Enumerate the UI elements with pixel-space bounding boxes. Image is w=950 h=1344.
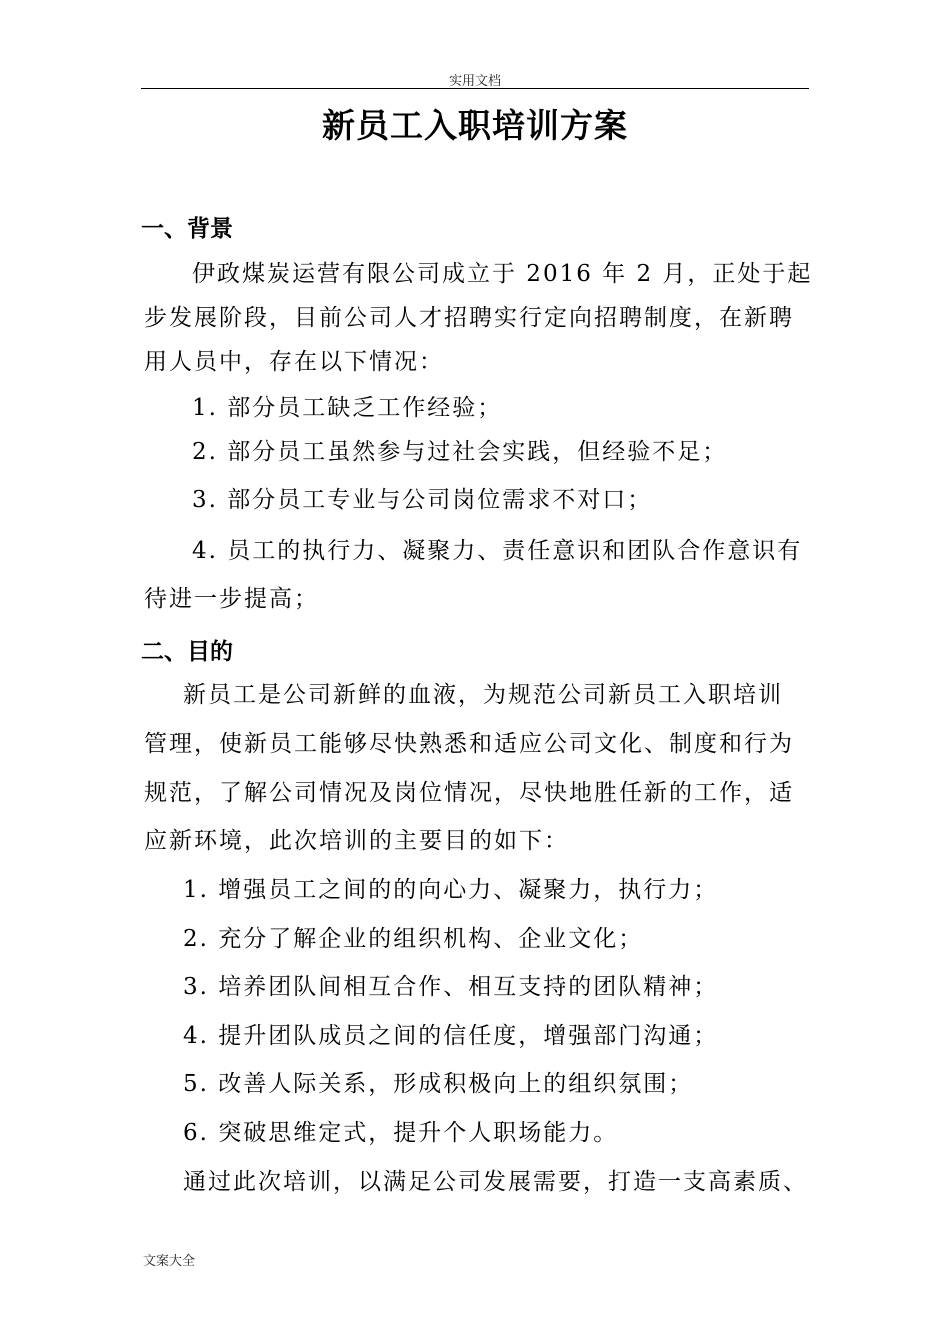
paragraph-line: 用人员中，存在以下情况： (144, 349, 444, 375)
page-footer: 文案大全 (143, 1254, 196, 1269)
list-item: 1. 增强员工之间的的向心力、凝聚力，执行力； (183, 877, 719, 903)
header-text: 实用文档 (448, 74, 501, 89)
paragraph-line: 新员工是公司新鲜的血液，为规范公司新员工入职培训 (183, 682, 783, 708)
paragraph-line: 管理，使新员工能够尽快熟悉和适应公司文化、制度和行为 (144, 731, 794, 757)
paragraph-line: 通过此次培训，以满足公司发展需要，打造一支高素质、 (183, 1169, 808, 1195)
list-item: 4. 提升团队成员之间的信任度，增强部门沟通； (183, 1023, 719, 1049)
list-item: 1. 部分员工缺乏工作经验； (192, 395, 503, 421)
paragraph-line: 伊政煤炭运营有限公司成立于 2016 年 2 月，正处于起 (192, 261, 813, 287)
header-rule (141, 88, 809, 89)
list-item: 3. 培养团队间相互合作、相互支持的团队精神； (183, 974, 719, 1000)
paragraph-line: 规范，了解公司情况及岗位情况，尽快地胜任新的工作，适 (144, 780, 794, 806)
list-item: 2. 部分员工虽然参与过社会实践，但经验不足； (192, 439, 728, 465)
list-item: 6. 突破思维定式，提升个人职场能力。 (183, 1120, 619, 1146)
list-item: 4. 员工的执行力、凝聚力、责任意识和团队合作意识有 (192, 538, 803, 564)
list-item-continuation: 待进一步提高； (144, 586, 319, 612)
list-item: 3. 部分员工专业与公司岗位需求不对口； (192, 487, 653, 513)
list-item: 2. 充分了解企业的组织机构、企业文化； (183, 926, 644, 952)
section-heading: 二、目的 (141, 639, 233, 665)
section-heading: 一、背景 (141, 216, 233, 242)
paragraph-line: 步发展阶段，目前公司人才招聘实行定向招聘制度，在新聘 (144, 305, 794, 331)
document-title: 新员工入职培训方案 (322, 106, 628, 145)
paragraph-line: 应新环境，此次培训的主要目的如下： (144, 828, 569, 854)
list-item: 5. 改善人际关系，形成积极向上的组织氛围； (183, 1071, 694, 1097)
